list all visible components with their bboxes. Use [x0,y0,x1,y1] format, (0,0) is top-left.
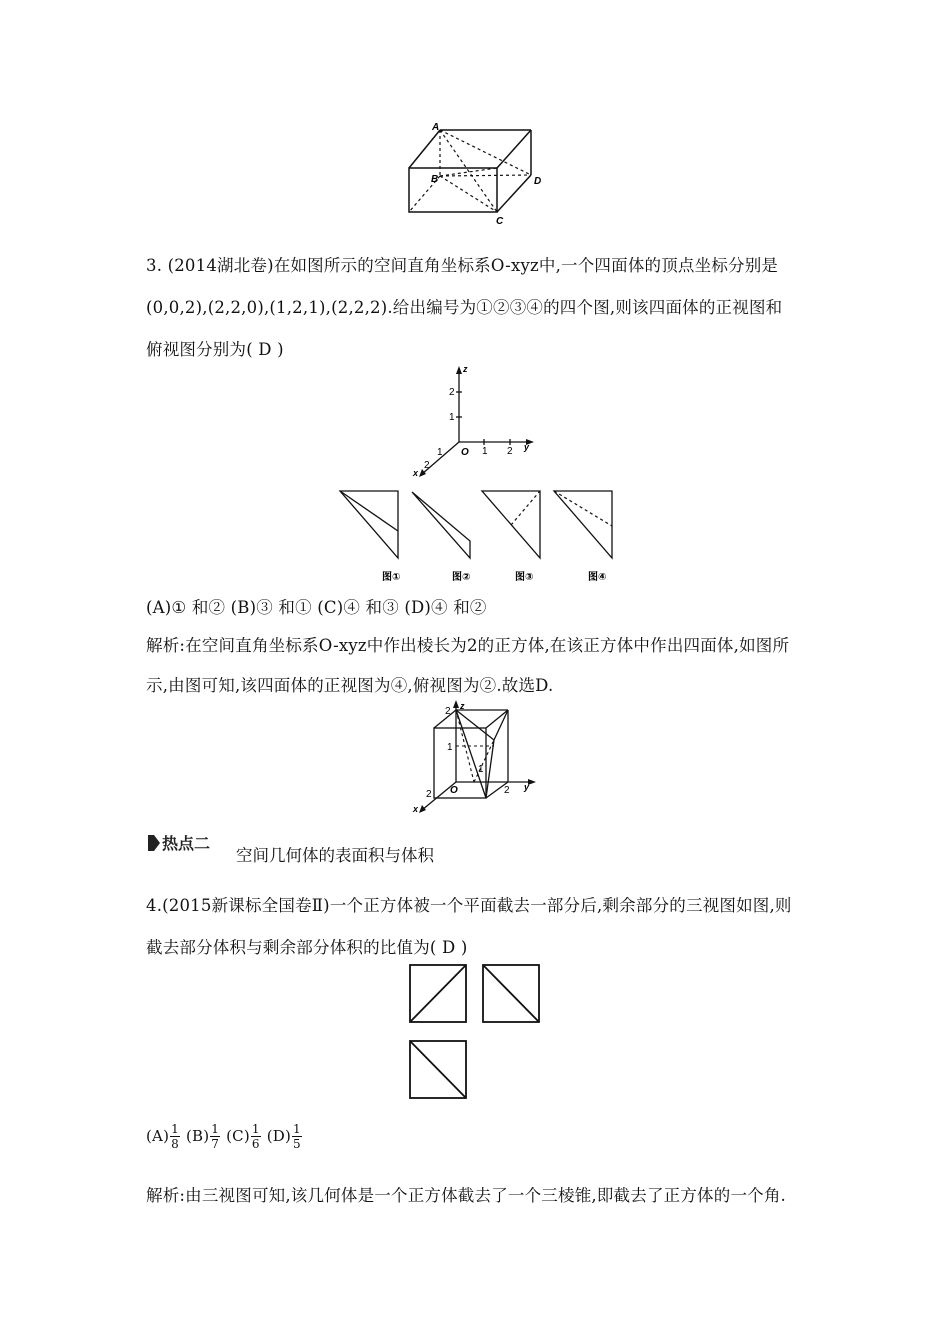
axes-figure [410,362,540,482]
z-tick-2: 2 [449,387,455,398]
x-tick-2: 2 [424,460,430,471]
svg-text:热点二: 热点二 [162,836,211,853]
y-tick-1: 1 [482,446,488,457]
hotspot-badge [146,832,232,854]
fig-label-1: 图① [382,572,401,583]
label-c: C [496,216,504,227]
q4-option-b: (B) $\frac{1}{7}$ [185,1122,220,1151]
cube-z-tick-2: 2 [445,706,451,717]
q4-solution: 解析:由三视图可知,该几何体是一个正方体截去了一个三棱锥,即截去了正方体的一个角. [146,1186,786,1205]
label-a: A [432,122,440,133]
z-axis-label: z [463,364,468,374]
fig-label-4: 图④ [588,572,607,583]
cube-mid-tick-1: 1 [478,764,484,775]
cube-y-tick-2: 2 [504,785,510,796]
q3-solution-2: 示,由图可知,该四面体的正视图为④,俯视图为②.故选D. [146,676,554,695]
y-axis-label: y [524,442,530,452]
q3-solution-1: 解析:在空间直角坐标系O-xyz中作出棱长为2的正方体,在该正方体中作出四面体,如图所 [146,636,790,655]
x-axis-label: x [413,468,419,478]
view-figures [330,486,620,590]
cube-x-tick-2: 2 [426,789,432,800]
q4-option-c: (C) $\frac{1}{6}$ [226,1122,260,1151]
cube-origin-label: O [450,785,458,796]
label-b: B [431,174,439,185]
x-tick-1: 1 [437,447,443,458]
cube-z-label: z [460,701,465,711]
q4-line-1: 4.(2015新课标全国卷Ⅱ)一个正方体被一个平面截去一部分后,剩余部分的三视图如图,则 [146,896,792,915]
y-tick-2: 2 [507,446,513,457]
cube-y-label: y [524,782,530,792]
fig-label-2: 图② [452,572,471,583]
hotspot-title: 空间几何体的表面积与体积 [236,846,434,865]
q4-option-a: (A) $\frac{1}{8}$ [146,1122,179,1151]
q3-line-2: (0,0,2),(2,2,0),(1,2,1),(2,2,2).给出编号为①②③④的四个图,则该四面体的正视图和 [146,298,783,317]
q3-line-1: 3. (2014湖北卷)在如图所示的空间直角坐标系O-xyz中,一个四面体的顶点坐标分别是 [146,256,779,275]
q4-options [146,1122,303,1151]
q3-line-3: 俯视图分别为( D ) [146,340,284,359]
box-figure [400,120,550,230]
fig-label-3: 图③ [515,572,534,583]
label-d: D [534,176,542,187]
z-tick-1: 1 [449,412,455,423]
q4-option-d: (D) $\frac{1}{5}$ [266,1122,301,1151]
three-view-figure [405,962,545,1104]
cube-x-label: x [413,804,419,814]
cube-z-tick-1: 1 [447,742,453,753]
hotspot-arrow-icon [148,835,160,851]
origin-label: O [461,447,469,458]
q4-line-2: 截去部分体积与剩余部分体积的比值为( D ) [146,938,468,957]
q3-options: (A)① 和② (B)③ 和① (C)④ 和③ (D)④ 和② [146,598,487,617]
cube-figure [410,700,540,816]
